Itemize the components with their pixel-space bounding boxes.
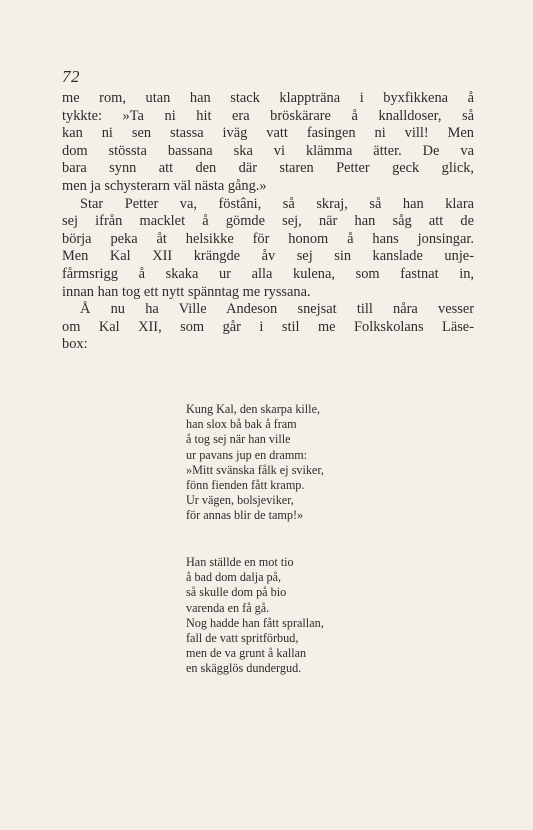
- prose-line: box:: [62, 336, 88, 353]
- paragraph-3: [62, 301, 474, 354]
- verse-line: Nog hadde han fått sprallan,: [186, 615, 324, 630]
- prose-line: kan ni sen stassa iväg vatt fasingen ni vill! Men: [62, 125, 474, 142]
- paragraph-1: [62, 90, 474, 196]
- verse-line: »Mitt svänska fålk ej sviker,: [186, 462, 324, 477]
- verse-line: å tog sej när han ville: [186, 432, 291, 447]
- verse-line: men de va grunt å kallan: [186, 646, 307, 661]
- prose-line: om Kal XII, som går i stil me Folkskolans Läse-: [62, 318, 474, 335]
- prose-line: bara synn att den där staren Petter geck glick,: [62, 160, 474, 177]
- verse-line: han slox bå bak å fram: [186, 417, 297, 432]
- verse-line: så skulle dom på bio: [186, 585, 287, 600]
- prose-line: tykkte: »Ta ni hit era bröskärare å knalldoser, så: [62, 107, 474, 124]
- verse-line: ur pavans jup en dramm:: [186, 447, 308, 462]
- verse-line: å bad dom dalja på,: [186, 570, 282, 585]
- prose-line: sej ifrån macklet å gömde sej, när han såg att de: [62, 213, 474, 230]
- verse-line: Kung Kal, den skarpa kille,: [186, 402, 321, 416]
- prose-line: men ja schysterarn väl nästa gång.»: [62, 177, 267, 194]
- prose-line: Star Petter va, föstâni, så skraj, så han klara: [80, 195, 474, 212]
- prose-line: Men Kal XII krängde åv sej sin kanslade unje-: [62, 248, 474, 265]
- verse-line: fall de vatt spritförbud,: [186, 631, 299, 646]
- prose-line: Å nu ha Ville Andeson snejsat till nåra vesser: [80, 301, 474, 318]
- verse-line: för annas blir de tamp!»: [186, 508, 304, 523]
- prose-line: dom stössta bassana ska vi klämma ätter. De va: [62, 142, 474, 159]
- poem-stanza-1: [186, 402, 426, 524]
- paragraph-2: [62, 196, 474, 302]
- verse-line: fönn fienden fått kramp.: [186, 478, 305, 493]
- verse-line: en skägglös dundergud.: [186, 661, 302, 676]
- prose-line: innan han tog ett nytt spänntag me ryssana.: [62, 283, 311, 300]
- prose-body: [62, 90, 474, 354]
- prose-line: me rom, utan han stack klappträna i byxfikkena å: [62, 90, 474, 106]
- verse-line: Han ställde en mot tio: [186, 555, 294, 569]
- prose-line: fårmsrigg å skaka ur alla kulena, som fastnat in,: [62, 265, 474, 282]
- verse-line: varenda en få gå.: [186, 600, 270, 615]
- prose-line: börja peka åt helsikke för honom å hans jonsingar.: [62, 230, 474, 247]
- page-number: 72: [62, 67, 80, 86]
- poem-stanza-2: [186, 555, 426, 677]
- verse-line: Ur vägen, bolsjeviker,: [186, 493, 294, 508]
